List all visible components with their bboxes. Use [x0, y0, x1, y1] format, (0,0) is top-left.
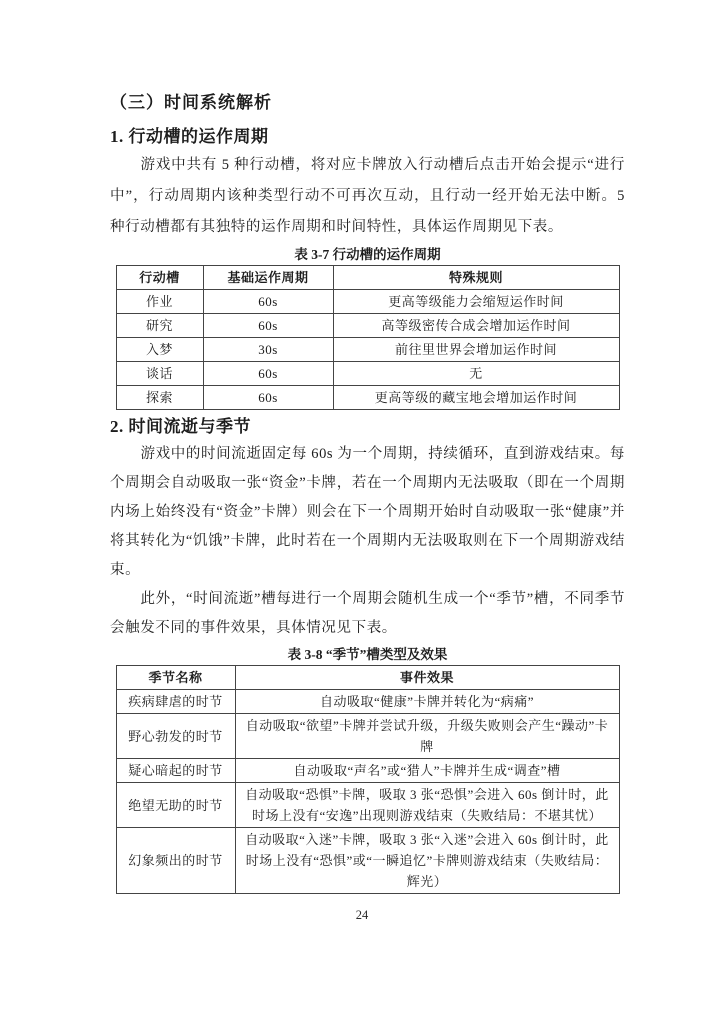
- table-cell: 作业: [116, 290, 203, 314]
- table-row: [116, 290, 619, 314]
- table-cell: 自动吸取“健康”卡牌并转化为“病痛”: [235, 690, 619, 714]
- table-cell: 60s: [203, 314, 333, 338]
- section-heading: （三）时间系统解析: [110, 93, 272, 112]
- table-cell: 60s: [203, 362, 333, 386]
- table-cell: 自动吸取“声名”或“猎人”卡牌并生成“调查”槽: [235, 759, 619, 783]
- subsection-heading-2: 2. 时间流逝与季节: [110, 417, 251, 436]
- column-header: 事件效果: [235, 666, 619, 690]
- table-row: [116, 386, 619, 410]
- column-header: 行动槽: [116, 266, 203, 290]
- table-row: [116, 338, 619, 362]
- table-row: [116, 828, 619, 894]
- table-row: [116, 362, 619, 386]
- table-cell: 探索: [116, 386, 203, 410]
- paragraph-time-cycle: 游戏中的时间流逝固定每 60s 为一个周期，持续循环，直到游戏结束。每个周期会自动吸取一张“资金”卡牌，若在一个周期内无法吸取（即在一个周期内场上始终没有“资金”卡牌）则会在下一个周期开始时自动吸取一张“健康”并将其转化为“饥饿”卡牌，此时若在一个周期内无法吸取则在下一个周期游戏结束。: [110, 446, 625, 578]
- table-row: [116, 714, 619, 759]
- table-cell: 30s: [203, 338, 333, 362]
- table-cell: 60s: [203, 290, 333, 314]
- table-cell: 入梦: [116, 338, 203, 362]
- column-header: 基础运作周期: [203, 266, 333, 290]
- column-header: 季节名称: [116, 666, 235, 690]
- paragraph-action-slots: 游戏中共有 5 种行动槽，将对应卡牌放入行动槽后点击开始会提示“进行中”，行动周期内该种类型行动不可再次互动，且行动一经开始无法中断。5 种行动槽都有其独特的运作周期和时间特性，具体运作周期见下表。: [110, 157, 625, 235]
- table-row: [116, 314, 619, 338]
- table-cell: 自动吸取“恐惧”卡牌，吸取 3 张“恐惧”会进入 60s 倒计时，此时场上没有“安逸”出现则游戏结束（失败结局：不堪其忧）: [235, 783, 619, 828]
- table-cell: 谈话: [116, 362, 203, 386]
- table-cell: 前往里世界会增加运作时间: [333, 338, 619, 362]
- table-cell: 绝望无助的时节: [116, 783, 235, 828]
- table-cell: 高等级密传合成会增加运作时间: [333, 314, 619, 338]
- paragraph-season-slot: 此外，“时间流逝”槽每进行一个周期会随机生成一个“季节”槽，不同季节会触发不同的事件效果，具体情况见下表。: [110, 591, 625, 636]
- table-cell: 更高等级的藏宝地会增加运作时间: [333, 386, 619, 410]
- table-header-row: [116, 666, 619, 690]
- column-header: 特殊规则: [333, 266, 619, 290]
- table-cell: 无: [333, 362, 619, 386]
- subsection-heading-1: 1. 行动槽的运作周期: [110, 127, 269, 146]
- table-cell: 幻象频出的时节: [116, 828, 235, 894]
- table-cell: 研究: [116, 314, 203, 338]
- table-cell: 疾病肆虐的时节: [116, 690, 235, 714]
- table-row: [116, 759, 619, 783]
- table-row: [116, 783, 619, 828]
- table-cell: 疑心暗起的时节: [116, 759, 235, 783]
- page-number: 24: [355, 908, 369, 922]
- table-3-7: [116, 265, 620, 410]
- table-cell: 野心勃发的时节: [116, 714, 235, 759]
- table-3-8-caption: 表 3-8 “季节”槽类型及效果: [287, 647, 448, 662]
- table-cell: 60s: [203, 386, 333, 410]
- table-cell: 自动吸取“欲望”卡牌并尝试升级，升级失败则会产生“躁动”卡牌: [235, 714, 619, 759]
- table-cell: 更高等级能力会缩短运作时间: [333, 290, 619, 314]
- table-header-row: [116, 266, 619, 290]
- table-cell: 自动吸取“入迷”卡牌，吸取 3 张“入迷”会进入 60s 倒计时，此时场上没有“恐惧”或“一瞬追忆”卡牌则游戏结束（失败结局：辉光）: [235, 828, 619, 894]
- table-row: [116, 690, 619, 714]
- table-3-8: [116, 665, 620, 894]
- table-3-7-caption: 表 3-7 行动槽的运作周期: [294, 247, 441, 262]
- document-body: [110, 90, 625, 894]
